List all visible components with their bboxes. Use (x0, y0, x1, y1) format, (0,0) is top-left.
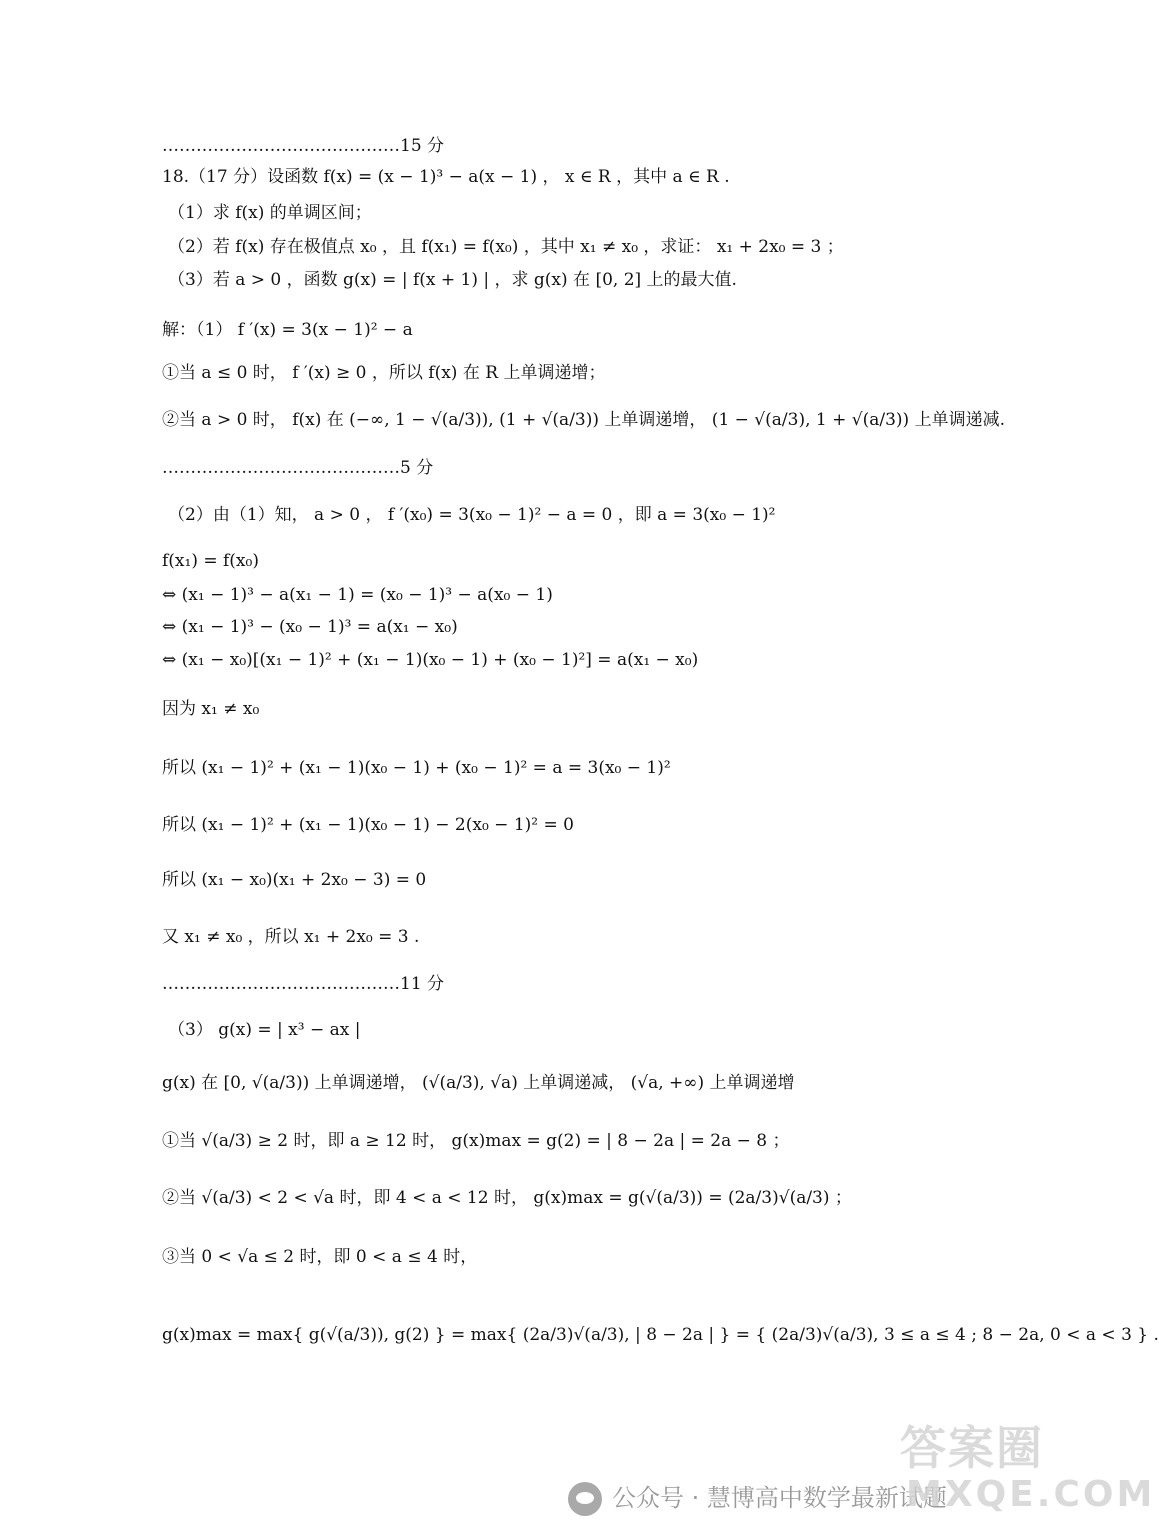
stamp-text-top: 答案圈 (900, 1421, 1044, 1475)
solution-part-2-step-3: ⇔ (x₁ − 1)³ − (x₀ − 1)³ = a(x₁ − x₀) (162, 617, 458, 637)
watermark-text: 公众号 · 慧博高中数学最新试题 (612, 1484, 947, 1512)
solution-part-2-intro: （2）由（1）知， a > 0 ， f ′(x₀) = 3(x₀ − 1)² − a = 0 ，即 a = 3(x₀ − 1)² (168, 505, 776, 525)
watermark-stamp (900, 1412, 1156, 1520)
solution-part-2-step-7: 所以 (x₁ − 1)² + (x₁ − 1)(x₀ − 1) − 2(x₀ − 1)² = 0 (162, 815, 574, 835)
solution-part-2-step-6: 所以 (x₁ − 1)² + (x₁ − 1)(x₀ − 1) + (x₀ − 1)² = a = 3(x₀ − 1)² (162, 758, 671, 778)
solution-part-2-step-4: ⇔ (x₁ − x₀)[(x₁ − 1)² + (x₁ − 1)(x₀ − 1) + (x₀ − 1)²] = a(x₁ − x₀) (162, 650, 699, 670)
solution-part-3-case-3-result: g(x)max = max{ g(√(a/3)), g(2) } = max{ (2a/3)√(a/3), | 8 − 2a | } = { (2a/3)√(a/3), 3 ≤ a ≤ 4 ; 8 − 2a, 0 < a < 3 } . (162, 1325, 1159, 1345)
solution-part-2-conclusion: 又 x₁ ≠ x₀ ，所以 x₁ + 2x₀ = 3 . (162, 927, 420, 947)
wechat-icon (568, 1482, 602, 1516)
solution-part-3-definition: （3） g(x) = | x³ − ax | (168, 1020, 361, 1040)
question-part-2: （2）若 f(x) 存在极值点 x₀ ，且 f(x₁) = f(x₀) ，其中 x₁ ≠ x₀ ，求证： x₁ + 2x₀ = 3 ； (168, 237, 844, 257)
problem-18-statement: 18.（17 分）设函数 f(x) = (x − 1)³ − a(x − 1) ， x ∈ R ，其中 a ∈ R . (162, 167, 730, 187)
stamp-text-bottom: MXQE.COM (906, 1474, 1156, 1515)
solution-part-2-step-8: 所以 (x₁ − x₀)(x₁ + 2x₀ − 3) = 0 (162, 870, 427, 890)
watermark-account (568, 1478, 947, 1516)
solution-part-2-step-1: f(x₁) = f(x₀) (162, 551, 259, 571)
solution-part-3-case-2: ②当 √(a/3) < 2 < √a 时，即 4 < a < 12 时， g(x)max = g(√(a/3)) = (2a/3)√(a/3) ； (162, 1188, 852, 1208)
solution-part-1-case-1: ①当 a ≤ 0 时， f ′(x) ≥ 0 ，所以 f(x) 在 R 上单调递增； (162, 363, 606, 383)
solution-part-2-step-5: 因为 x₁ ≠ x₀ (162, 699, 260, 719)
score-marker-11: ……………………………………11 分 (162, 974, 445, 994)
solution-part-3-monotonicity: g(x) 在 [0, √(a/3)) 上单调递增， (√(a/3), √a) 上单调递减， (√a, +∞) 上单调递增 (162, 1073, 795, 1093)
score-marker-5: ……………………………………5 分 (162, 458, 434, 478)
question-part-1: （1）求 f(x) 的单调区间； (168, 203, 372, 223)
score-marker-15: ……………………………………15 分 (162, 136, 445, 156)
solution-part-1-derivative: 解：（1） f ′(x) = 3(x − 1)² − a (162, 320, 413, 340)
solution-part-3-case-3: ③当 0 < √a ≤ 2 时，即 0 < a ≤ 4 时， (162, 1247, 478, 1267)
solution-part-2-step-2: ⇔ (x₁ − 1)³ − a(x₁ − 1) = (x₀ − 1)³ − a(x₀ − 1) (162, 585, 553, 605)
question-part-3: （3）若 a > 0 ，函数 g(x) = | f(x + 1) | ，求 g(x) 在 [0, 2] 上的最大值. (168, 270, 737, 290)
solution-part-1-case-2: ②当 a > 0 时， f(x) 在 (−∞, 1 − √(a/3)), (1 + √(a/3)) 上单调递增， (1 − √(a/3), 1 + √(a/3)) 上单调递减. (162, 410, 1005, 430)
solution-part-3-case-1: ①当 √(a/3) ≥ 2 时，即 a ≥ 12 时， g(x)max = g(2) = | 8 − 2a | = 2a − 8 ； (162, 1131, 790, 1151)
